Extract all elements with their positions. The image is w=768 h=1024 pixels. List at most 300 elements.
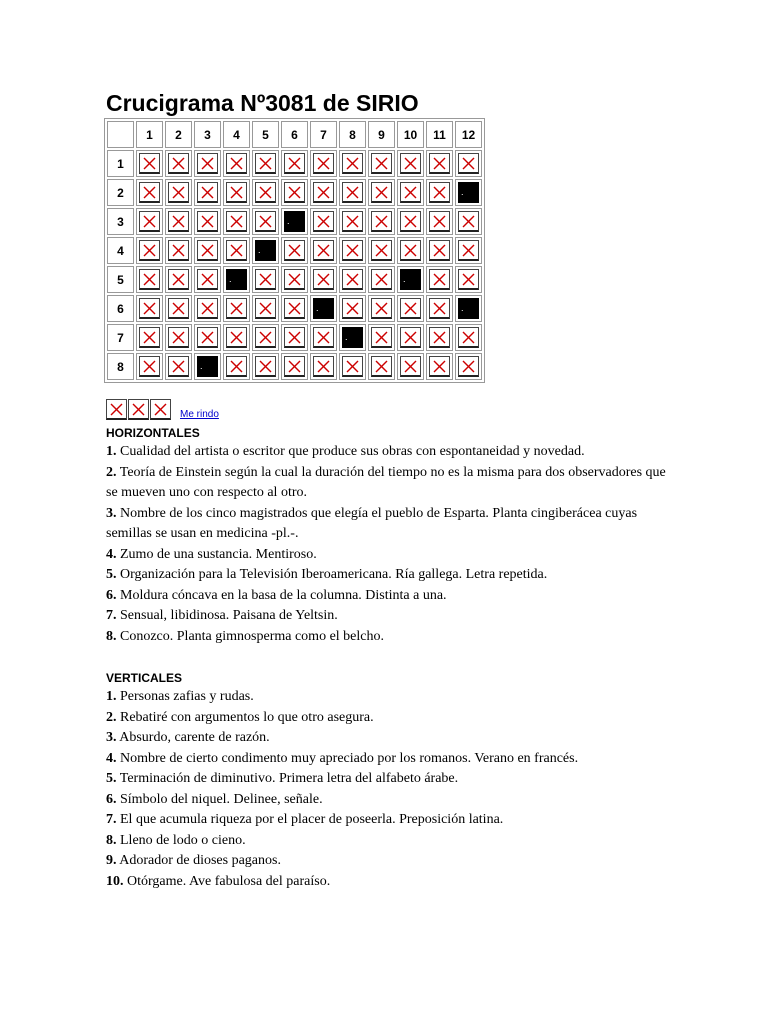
x-mark-icon bbox=[171, 185, 186, 200]
clue-item bbox=[106, 872, 666, 893]
letter-cell[interactable] bbox=[429, 269, 450, 290]
clue-text: Sensual, libidinosa. Paisana de Yeltsin. bbox=[120, 608, 338, 623]
letter-cell[interactable] bbox=[313, 182, 334, 203]
grid-cell-wrapper bbox=[252, 353, 279, 380]
letter-cell[interactable] bbox=[400, 356, 421, 377]
letter-cell[interactable] bbox=[168, 356, 189, 377]
x-mark-icon bbox=[229, 185, 244, 200]
letter-cell[interactable] bbox=[313, 153, 334, 174]
grid-cell-wrapper bbox=[397, 353, 424, 380]
check-button[interactable] bbox=[106, 399, 127, 420]
letter-cell[interactable] bbox=[429, 182, 450, 203]
column-number: 6 bbox=[281, 121, 308, 148]
letter-cell[interactable] bbox=[284, 298, 305, 319]
letter-cell[interactable] bbox=[226, 356, 247, 377]
clue-text: Adorador de dioses paganos. bbox=[119, 853, 281, 868]
me-rindo-link[interactable]: Me rindo bbox=[180, 409, 219, 420]
x-mark-icon bbox=[316, 185, 331, 200]
clue-item bbox=[106, 749, 666, 770]
letter-cell[interactable] bbox=[371, 269, 392, 290]
letter-cell[interactable] bbox=[284, 356, 305, 377]
clue-number: 1. bbox=[106, 689, 117, 704]
grid-cell-wrapper bbox=[281, 295, 308, 322]
grid-cell-wrapper bbox=[339, 353, 366, 380]
clue-number: 1. bbox=[106, 444, 117, 459]
grid-cell-wrapper bbox=[223, 179, 250, 206]
grid-cell-wrapper bbox=[252, 324, 279, 351]
grid-row bbox=[107, 266, 482, 293]
grid-cell-wrapper bbox=[455, 150, 482, 177]
letter-cell[interactable] bbox=[139, 356, 160, 377]
grid-cell-wrapper bbox=[281, 208, 308, 235]
x-mark-icon bbox=[316, 243, 331, 258]
letter-cell[interactable] bbox=[429, 211, 450, 232]
letter-cell[interactable] bbox=[284, 240, 305, 261]
grid-cell-wrapper bbox=[310, 150, 337, 177]
letter-cell[interactable] bbox=[168, 211, 189, 232]
grid-cell-wrapper bbox=[397, 295, 424, 322]
letter-cell[interactable] bbox=[458, 269, 479, 290]
x-mark-icon bbox=[258, 301, 273, 316]
row-number: 8 bbox=[107, 353, 134, 380]
letter-cell[interactable] bbox=[342, 298, 363, 319]
verticales-list bbox=[106, 687, 666, 892]
black-cell bbox=[342, 327, 363, 348]
grid-cell-wrapper bbox=[194, 353, 221, 380]
letter-cell[interactable] bbox=[168, 269, 189, 290]
x-mark-icon bbox=[345, 301, 360, 316]
letter-cell[interactable] bbox=[458, 327, 479, 348]
grid-corner bbox=[107, 121, 134, 148]
x-mark-icon bbox=[153, 402, 168, 417]
grid-cell-wrapper bbox=[455, 295, 482, 322]
grid-cell-wrapper bbox=[339, 237, 366, 264]
grid-cell-wrapper bbox=[368, 353, 395, 380]
clue-text: Otórgame. Ave fabulosa del paraíso. bbox=[127, 873, 331, 889]
x-mark-icon bbox=[461, 156, 476, 171]
letter-cell[interactable] bbox=[197, 269, 218, 290]
clue-text: Zumo de una sustancia. Mentiroso. bbox=[120, 546, 317, 562]
letter-cell[interactable] bbox=[429, 153, 450, 174]
clue-item bbox=[106, 606, 666, 627]
x-mark-icon bbox=[171, 359, 186, 374]
clue-item bbox=[106, 565, 666, 586]
grid-cell-wrapper bbox=[194, 295, 221, 322]
grid-cell-wrapper bbox=[310, 237, 337, 264]
letter-cell[interactable] bbox=[226, 211, 247, 232]
clue-item bbox=[106, 851, 666, 872]
grid-cell-wrapper bbox=[339, 150, 366, 177]
x-mark-icon bbox=[345, 243, 360, 258]
clue-number: 2. bbox=[106, 464, 117, 480]
x-mark-icon bbox=[229, 156, 244, 171]
black-cell bbox=[458, 182, 479, 203]
grid-cell-wrapper bbox=[397, 179, 424, 206]
x-mark-icon bbox=[345, 272, 360, 287]
letter-cell[interactable] bbox=[255, 298, 276, 319]
black-cell bbox=[400, 269, 421, 290]
grid-cell-wrapper bbox=[223, 324, 250, 351]
letter-cell[interactable] bbox=[342, 240, 363, 261]
x-mark-icon bbox=[316, 214, 331, 229]
letter-cell[interactable] bbox=[197, 153, 218, 174]
x-mark-icon bbox=[200, 243, 215, 258]
grid-cell-wrapper bbox=[310, 295, 337, 322]
clue-item bbox=[106, 586, 666, 607]
clue-number: 5. bbox=[106, 567, 117, 582]
x-mark-icon bbox=[316, 156, 331, 171]
row-number: 3 bbox=[107, 208, 134, 235]
x-mark-icon bbox=[258, 185, 273, 200]
x-mark-icon bbox=[374, 214, 389, 229]
clue-text: Absurdo, carente de razón. bbox=[119, 730, 270, 745]
clue-number: 9. bbox=[106, 853, 117, 868]
clue-number: 7. bbox=[106, 812, 117, 827]
letter-cell[interactable] bbox=[168, 240, 189, 261]
letter-cell[interactable] bbox=[429, 356, 450, 377]
grid-cell-wrapper bbox=[136, 208, 163, 235]
letter-cell[interactable] bbox=[197, 211, 218, 232]
clue-item bbox=[106, 545, 666, 566]
clue-text: Nombre de cierto condimento muy apreciado por los romanos. Verano en francés. bbox=[120, 750, 579, 766]
letter-cell[interactable] bbox=[371, 327, 392, 348]
letter-cell[interactable] bbox=[371, 298, 392, 319]
x-mark-icon bbox=[171, 243, 186, 258]
clue-number: 6. bbox=[106, 791, 117, 807]
letter-cell[interactable] bbox=[139, 269, 160, 290]
x-mark-icon bbox=[142, 301, 157, 316]
grid-cell-wrapper bbox=[136, 324, 163, 351]
x-mark-icon bbox=[374, 330, 389, 345]
grid-cell-wrapper bbox=[165, 295, 192, 322]
x-mark-icon bbox=[403, 330, 418, 345]
letter-cell[interactable] bbox=[255, 269, 276, 290]
x-mark-icon bbox=[461, 330, 476, 345]
grid-cell-wrapper bbox=[165, 150, 192, 177]
grid-cell-wrapper bbox=[165, 237, 192, 264]
x-mark-icon bbox=[432, 330, 447, 345]
letter-cell[interactable] bbox=[255, 211, 276, 232]
x-mark-icon bbox=[200, 185, 215, 200]
letter-cell[interactable] bbox=[313, 327, 334, 348]
black-cell bbox=[284, 211, 305, 232]
letter-cell[interactable] bbox=[284, 182, 305, 203]
letter-cell[interactable] bbox=[197, 327, 218, 348]
letter-cell[interactable] bbox=[197, 298, 218, 319]
grid-cell-wrapper bbox=[136, 295, 163, 322]
x-mark-icon bbox=[403, 185, 418, 200]
clue-item bbox=[106, 504, 666, 545]
letter-cell[interactable] bbox=[371, 240, 392, 261]
letter-cell[interactable] bbox=[226, 240, 247, 261]
grid-cell-wrapper bbox=[223, 353, 250, 380]
grid-cell-wrapper bbox=[194, 179, 221, 206]
grid-cell-wrapper bbox=[194, 266, 221, 293]
grid-row bbox=[107, 324, 482, 351]
x-mark-icon bbox=[258, 272, 273, 287]
grid-cell-wrapper bbox=[397, 266, 424, 293]
letter-cell[interactable] bbox=[400, 182, 421, 203]
black-cell bbox=[197, 356, 218, 377]
column-number: 8 bbox=[339, 121, 366, 148]
x-mark-icon bbox=[432, 214, 447, 229]
x-mark-icon bbox=[374, 185, 389, 200]
grid-cell-wrapper bbox=[368, 324, 395, 351]
column-number: 3 bbox=[194, 121, 221, 148]
x-mark-icon bbox=[142, 330, 157, 345]
letter-cell[interactable] bbox=[168, 298, 189, 319]
x-mark-icon bbox=[171, 214, 186, 229]
letter-cell[interactable] bbox=[139, 327, 160, 348]
grid-cell-wrapper bbox=[455, 179, 482, 206]
letter-cell[interactable] bbox=[313, 240, 334, 261]
letter-cell[interactable] bbox=[226, 298, 247, 319]
letter-cell[interactable] bbox=[139, 211, 160, 232]
letter-cell[interactable] bbox=[313, 356, 334, 377]
grid-cell-wrapper bbox=[136, 266, 163, 293]
grid-cell-wrapper bbox=[281, 266, 308, 293]
clue-text: Cualidad del artista o escritor que produce sus obras con espontaneidad y novedad. bbox=[120, 444, 585, 459]
grid-row bbox=[107, 353, 482, 380]
clue-number: 6. bbox=[106, 587, 117, 603]
letter-cell[interactable] bbox=[226, 182, 247, 203]
letter-cell[interactable] bbox=[458, 211, 479, 232]
letter-cell[interactable] bbox=[342, 211, 363, 232]
controls-row bbox=[106, 399, 666, 420]
row-number: 2 bbox=[107, 179, 134, 206]
letter-cell[interactable] bbox=[342, 182, 363, 203]
letter-cell[interactable] bbox=[458, 240, 479, 261]
black-cell bbox=[255, 240, 276, 261]
x-mark-icon bbox=[374, 301, 389, 316]
letter-cell[interactable] bbox=[400, 327, 421, 348]
clue-number: 4. bbox=[106, 546, 117, 562]
clue-text: Nombre de los cinco magistrados que elegía el pueblo de Esparta. Planta cingiberácea cuyas semillas se usan en medicina -pl.-. bbox=[106, 505, 638, 541]
crossword-page bbox=[106, 88, 666, 892]
grid-row bbox=[107, 150, 482, 177]
letter-cell[interactable] bbox=[284, 269, 305, 290]
x-mark-icon bbox=[403, 156, 418, 171]
letter-cell[interactable] bbox=[429, 240, 450, 261]
letter-cell[interactable] bbox=[168, 182, 189, 203]
grid-cell-wrapper bbox=[397, 324, 424, 351]
letter-cell[interactable] bbox=[342, 153, 363, 174]
letter-cell[interactable] bbox=[139, 298, 160, 319]
x-mark-icon bbox=[171, 330, 186, 345]
letter-cell[interactable] bbox=[458, 356, 479, 377]
x-mark-icon bbox=[287, 185, 302, 200]
clue-item bbox=[106, 790, 666, 811]
x-mark-icon bbox=[200, 272, 215, 287]
grid-cell-wrapper bbox=[223, 295, 250, 322]
grid-cell-wrapper bbox=[252, 150, 279, 177]
horizontales-title: HORIZONTALES bbox=[106, 426, 200, 440]
letter-cell[interactable] bbox=[400, 240, 421, 261]
letter-cell[interactable] bbox=[400, 298, 421, 319]
x-mark-icon bbox=[403, 214, 418, 229]
grid-cell-wrapper bbox=[281, 324, 308, 351]
x-mark-icon bbox=[432, 243, 447, 258]
grid-cell-wrapper bbox=[426, 150, 453, 177]
grid-cell-wrapper bbox=[310, 208, 337, 235]
column-number: 1 bbox=[136, 121, 163, 148]
column-number: 11 bbox=[426, 121, 453, 148]
letter-cell[interactable] bbox=[429, 327, 450, 348]
letter-cell[interactable] bbox=[139, 240, 160, 261]
clue-text: Lleno de lodo o cieno. bbox=[120, 832, 246, 848]
x-mark-icon bbox=[258, 359, 273, 374]
grid-cell-wrapper bbox=[165, 179, 192, 206]
x-mark-icon bbox=[403, 301, 418, 316]
crossword-grid bbox=[104, 118, 485, 383]
grid-cell-wrapper bbox=[252, 179, 279, 206]
letter-cell[interactable] bbox=[255, 153, 276, 174]
horizontales-list bbox=[106, 442, 666, 647]
x-mark-icon bbox=[403, 359, 418, 374]
clue-number: 7. bbox=[106, 608, 117, 623]
grid-cell-wrapper bbox=[223, 237, 250, 264]
letter-cell[interactable] bbox=[139, 153, 160, 174]
clue-text: Teoría de Einstein según la cual la duración del tiempo no es la misma para dos observadores que se mueven uno con respecto al otro. bbox=[106, 464, 666, 500]
letter-cell[interactable] bbox=[255, 356, 276, 377]
grid-cell-wrapper bbox=[165, 353, 192, 380]
grid-cell-wrapper bbox=[136, 353, 163, 380]
grid-cell-wrapper bbox=[426, 237, 453, 264]
x-mark-icon bbox=[403, 243, 418, 258]
x-mark-icon bbox=[461, 359, 476, 374]
column-number: 2 bbox=[165, 121, 192, 148]
letter-cell[interactable] bbox=[197, 240, 218, 261]
hint-button[interactable] bbox=[128, 399, 149, 420]
grid-cell-wrapper bbox=[252, 266, 279, 293]
row-number: 5 bbox=[107, 266, 134, 293]
grid-cell-wrapper bbox=[368, 179, 395, 206]
column-number: 12 bbox=[455, 121, 482, 148]
x-mark-icon bbox=[200, 330, 215, 345]
letter-cell[interactable] bbox=[400, 211, 421, 232]
x-mark-icon bbox=[461, 272, 476, 287]
letter-cell[interactable] bbox=[139, 182, 160, 203]
letter-cell[interactable] bbox=[168, 153, 189, 174]
x-mark-icon bbox=[316, 330, 331, 345]
x-mark-icon bbox=[171, 272, 186, 287]
clue-item bbox=[106, 810, 666, 831]
x-mark-icon bbox=[131, 402, 146, 417]
grid-cell-wrapper bbox=[252, 208, 279, 235]
x-mark-icon bbox=[229, 214, 244, 229]
grid-cell-wrapper bbox=[136, 179, 163, 206]
x-mark-icon bbox=[287, 330, 302, 345]
grid-cell-wrapper bbox=[136, 150, 163, 177]
grid-cell-wrapper bbox=[426, 208, 453, 235]
x-mark-icon bbox=[432, 272, 447, 287]
grid-cell-wrapper bbox=[252, 237, 279, 264]
clear-button[interactable] bbox=[150, 399, 171, 420]
x-mark-icon bbox=[229, 301, 244, 316]
clue-number: 3. bbox=[106, 730, 117, 745]
x-mark-icon bbox=[432, 156, 447, 171]
letter-cell[interactable] bbox=[284, 153, 305, 174]
grid-cell-wrapper bbox=[223, 266, 250, 293]
grid-cell-wrapper bbox=[426, 179, 453, 206]
x-mark-icon bbox=[142, 359, 157, 374]
grid-cell-wrapper bbox=[252, 295, 279, 322]
letter-cell[interactable] bbox=[313, 269, 334, 290]
grid-cell-wrapper bbox=[136, 237, 163, 264]
clue-item bbox=[106, 463, 666, 504]
grid-cell-wrapper bbox=[165, 266, 192, 293]
grid-cell-wrapper bbox=[281, 353, 308, 380]
grid-cell-wrapper bbox=[281, 150, 308, 177]
x-mark-icon bbox=[229, 359, 244, 374]
grid-cell-wrapper bbox=[426, 324, 453, 351]
grid-row bbox=[107, 295, 482, 322]
letter-cell[interactable] bbox=[371, 211, 392, 232]
grid-cell-wrapper bbox=[368, 150, 395, 177]
x-mark-icon bbox=[258, 156, 273, 171]
letter-cell[interactable] bbox=[313, 211, 334, 232]
letter-cell[interactable] bbox=[371, 182, 392, 203]
clue-number: 10. bbox=[106, 873, 124, 889]
clue-text: Rebatiré con argumentos lo que otro asegura. bbox=[120, 709, 374, 725]
letter-cell[interactable] bbox=[342, 269, 363, 290]
x-mark-icon bbox=[287, 272, 302, 287]
letter-cell[interactable] bbox=[284, 327, 305, 348]
letter-cell[interactable] bbox=[168, 327, 189, 348]
x-mark-icon bbox=[461, 243, 476, 258]
column-number: 7 bbox=[310, 121, 337, 148]
clue-item bbox=[106, 769, 666, 790]
letter-cell[interactable] bbox=[197, 182, 218, 203]
x-mark-icon bbox=[229, 243, 244, 258]
letter-cell[interactable] bbox=[255, 182, 276, 203]
letter-cell[interactable] bbox=[371, 153, 392, 174]
letter-cell[interactable] bbox=[255, 327, 276, 348]
grid-cell-wrapper bbox=[223, 208, 250, 235]
clue-text: Organización para la Televisión Iberoamericana. Ría gallega. Letra repetida. bbox=[120, 567, 548, 582]
x-mark-icon bbox=[432, 185, 447, 200]
grid-header-row bbox=[107, 121, 482, 148]
grid-cell-wrapper bbox=[368, 237, 395, 264]
column-number: 5 bbox=[252, 121, 279, 148]
grid-cell-wrapper bbox=[368, 266, 395, 293]
letter-cell[interactable] bbox=[226, 153, 247, 174]
x-mark-icon bbox=[287, 156, 302, 171]
letter-cell[interactable] bbox=[342, 356, 363, 377]
clue-item bbox=[106, 831, 666, 852]
x-mark-icon bbox=[432, 301, 447, 316]
letter-cell[interactable] bbox=[429, 298, 450, 319]
grid-cell-wrapper bbox=[368, 208, 395, 235]
grid-cell-wrapper bbox=[426, 266, 453, 293]
letter-cell[interactable] bbox=[400, 153, 421, 174]
grid-cell-wrapper bbox=[194, 150, 221, 177]
x-mark-icon bbox=[374, 243, 389, 258]
letter-cell[interactable] bbox=[371, 356, 392, 377]
grid-cell-wrapper bbox=[397, 150, 424, 177]
letter-cell[interactable] bbox=[458, 153, 479, 174]
x-mark-icon bbox=[316, 272, 331, 287]
grid-row bbox=[107, 179, 482, 206]
grid-cell-wrapper bbox=[310, 266, 337, 293]
clue-item bbox=[106, 728, 666, 749]
grid-cell-wrapper bbox=[339, 266, 366, 293]
grid-cell-wrapper bbox=[397, 237, 424, 264]
letter-cell[interactable] bbox=[226, 327, 247, 348]
grid-cell-wrapper bbox=[281, 237, 308, 264]
clue-text: Conozco. Planta gimnosperma como el belcho. bbox=[120, 628, 384, 644]
clue-item bbox=[106, 687, 666, 708]
